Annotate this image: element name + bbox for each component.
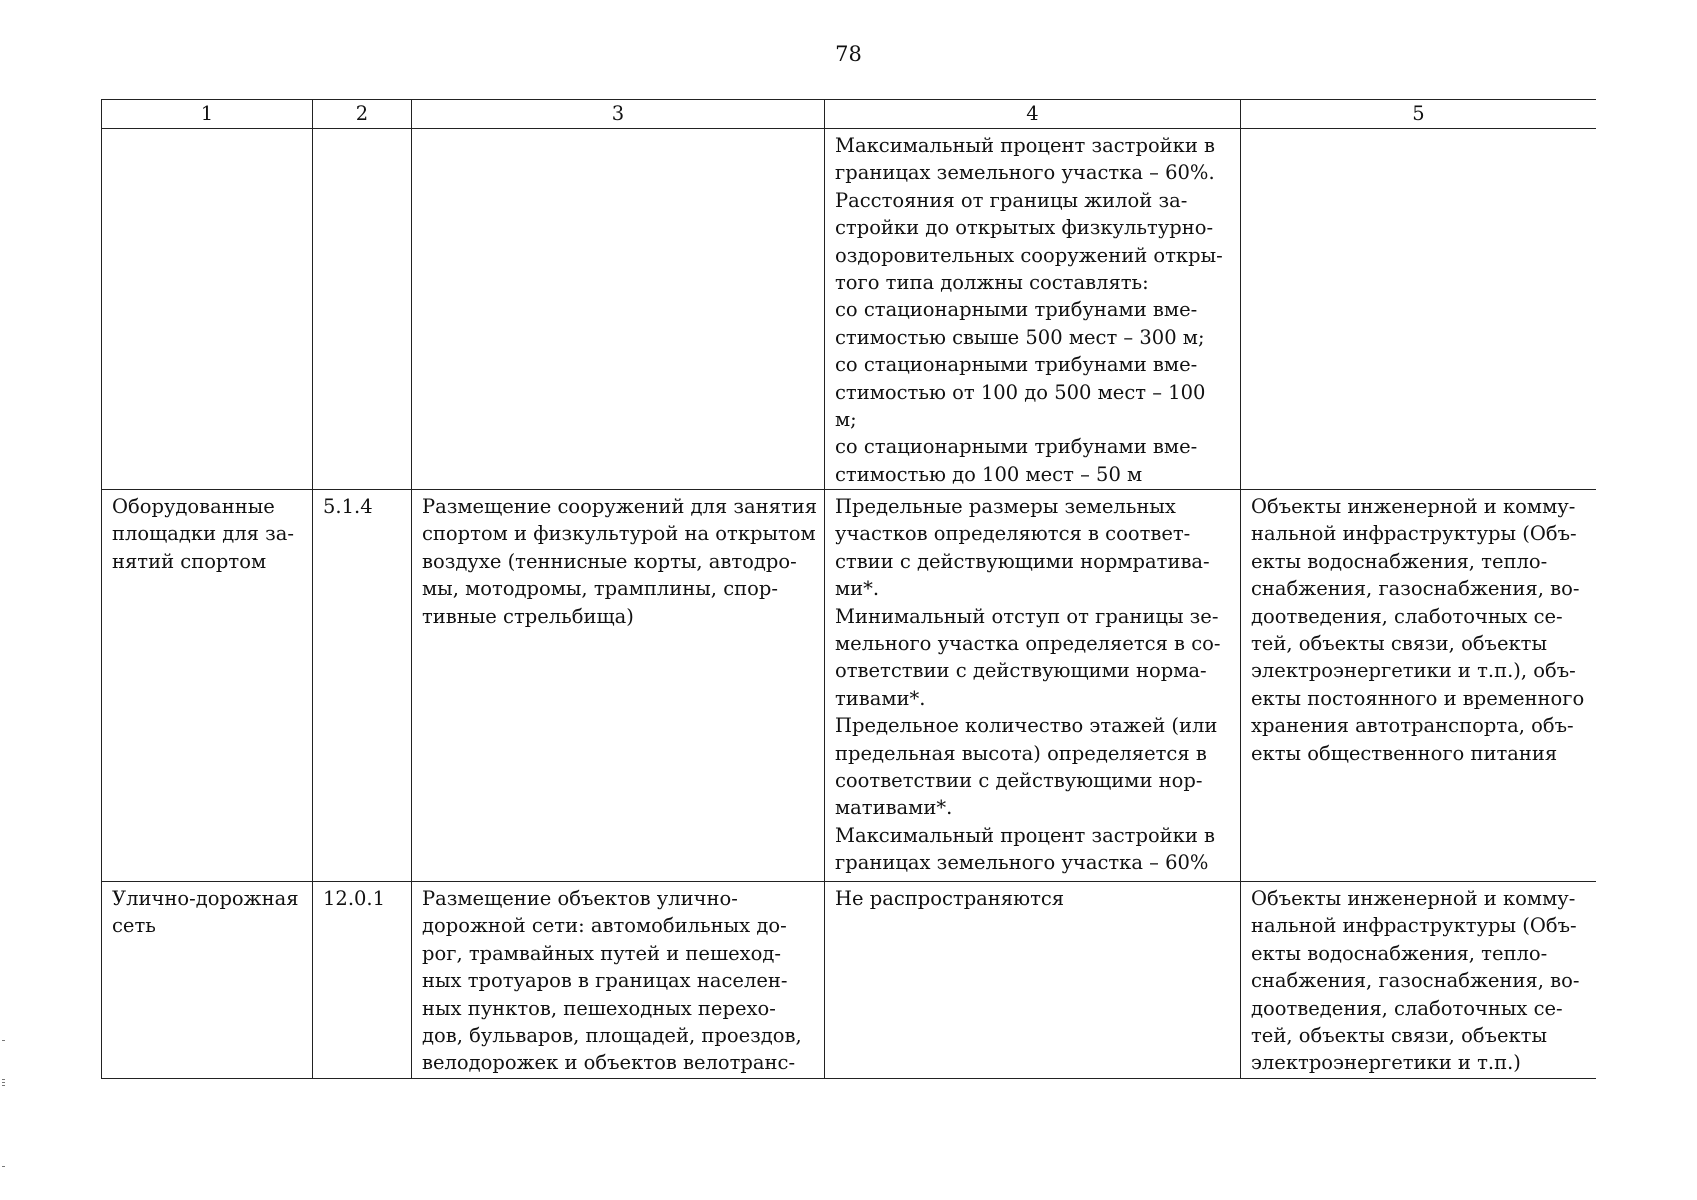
- auxiliary-uses-cell: [1241, 490, 1597, 882]
- column-number-1: 1: [102, 100, 313, 129]
- cell-line: м;: [835, 408, 857, 432]
- cell-line: тей, объекты связи, объекты: [1251, 1024, 1547, 1048]
- cell-line: ствии с действующими нормратива-: [835, 549, 1210, 573]
- cell-line: дов, бульваров, площадей, проездов,: [422, 1024, 802, 1048]
- cell-line: того типа должны составлять:: [835, 271, 1149, 295]
- use-code-cell: [313, 882, 412, 1080]
- parameters-cell: [825, 490, 1241, 882]
- use-description-cell: [412, 129, 825, 490]
- parameters-cell: [825, 129, 1241, 490]
- cell-line: дорожной сети: автомобильных до-: [422, 914, 787, 938]
- cell-line: границах земельного участка – 60%: [835, 851, 1209, 875]
- scan-artifact-marks: [2, 1040, 6, 1180]
- cell-line: тей, объекты связи, объекты: [1251, 632, 1547, 656]
- cell-line: рог, трамвайных путей и пешеход-: [422, 941, 781, 965]
- cell-line: со стационарными трибунами вме-: [835, 298, 1198, 322]
- column-number-3: 3: [412, 100, 825, 129]
- cell-line: Размещение сооружений для занятия: [422, 495, 818, 518]
- cell-line: мы, мотодромы, трамплины, спор-: [422, 577, 778, 601]
- cell-line: стройки до открытых физкультурно-: [835, 216, 1214, 240]
- table-row: [102, 490, 1597, 882]
- cell-line: 5.1.4: [323, 495, 373, 518]
- cell-line: хранения автотранспорта, объ-: [1251, 714, 1574, 738]
- cell-line: Объекты инженерной и комму-: [1251, 887, 1576, 910]
- cell-line: предельная высота) определяется в: [835, 741, 1207, 765]
- cell-line: велодорожек и объектов велотранс-: [422, 1051, 796, 1075]
- cell-line: участков определяются в соответ-: [835, 522, 1191, 546]
- cell-line: стимостью свыше 500 мест – 300 м;: [835, 325, 1205, 349]
- cell-line: Улично-дорожная: [112, 887, 299, 910]
- cell-line: екты общественного питания: [1251, 741, 1558, 765]
- cell-line: площадки для за-: [112, 522, 295, 546]
- auxiliary-uses-cell: [1241, 129, 1597, 490]
- table-row: [102, 129, 1597, 490]
- cell-line: екты постоянного и временного: [1251, 686, 1585, 710]
- cell-line: ми*.: [835, 577, 880, 601]
- cell-line: екты водоснабжения, тепло-: [1251, 549, 1548, 573]
- cell-line: нальной инфраструктуры (Объ-: [1251, 522, 1577, 546]
- cell-line: электроэнергетики и т.п.): [1251, 1051, 1521, 1075]
- document-page: [101, 99, 1596, 1079]
- cell-line: Минимальный отступ от границы зе-: [835, 604, 1219, 628]
- cell-line: стимостью от 100 до 500 мест – 100: [835, 380, 1206, 404]
- use-description-cell: [412, 490, 825, 882]
- table-header-row: [102, 100, 1597, 129]
- cell-line: электроэнергетики и т.п.), объ-: [1251, 659, 1576, 683]
- cell-line: соответствии с действующими нор-: [835, 769, 1203, 793]
- cell-line: границах земельного участка – 60%.: [835, 161, 1215, 185]
- cell-line: воздухе (теннисные корты, автодро-: [422, 549, 797, 573]
- use-name-cell: [102, 129, 313, 490]
- cell-line: ных пунктов, пешеходных перехо-: [422, 996, 776, 1020]
- cell-line: мативами*.: [835, 796, 953, 820]
- cell-line: со стационарными трибунами вме-: [835, 353, 1198, 377]
- cell-line: спортом и физкультурой на открытом: [422, 522, 816, 546]
- cell-line: доотведения, слаботочных се-: [1251, 604, 1563, 628]
- page-number: 78: [835, 42, 862, 66]
- cell-line: екты водоснабжения, тепло-: [1251, 941, 1548, 965]
- use-description-cell: [412, 882, 825, 1080]
- column-number-4: 4: [825, 100, 1241, 129]
- cell-line: Предельные размеры земельных: [835, 495, 1176, 518]
- cell-line: Максимальный процент застройки в: [835, 134, 1216, 157]
- cell-line: стимостью до 100 мест – 50 м: [835, 462, 1143, 486]
- cell-line: Максимальный процент застройки в: [835, 823, 1216, 847]
- cell-line: снабжения, газоснабжения, во-: [1251, 577, 1580, 601]
- cell-line: Предельное количество этажей (или: [835, 714, 1218, 738]
- use-code-cell: [313, 490, 412, 882]
- use-code-cell: [313, 129, 412, 490]
- cell-line: оздоровительных сооружений откры-: [835, 243, 1223, 267]
- cell-line: тивами*.: [835, 686, 926, 710]
- cell-line: Размещение объектов улично-: [422, 887, 738, 910]
- cell-line: 12.0.1: [323, 887, 386, 910]
- auxiliary-uses-cell: [1241, 882, 1597, 1080]
- cell-line: нятий спортом: [112, 549, 267, 573]
- table-row: [102, 882, 1597, 1080]
- column-number-5: 5: [1241, 100, 1597, 129]
- use-name-cell: [102, 490, 313, 882]
- cell-line: сеть: [112, 914, 156, 938]
- cell-line: доотведения, слаботочных се-: [1251, 996, 1563, 1020]
- cell-line: ных тротуаров в границах населен-: [422, 969, 788, 993]
- regulations-table: [101, 99, 1596, 1079]
- cell-line: Объекты инженерной и комму-: [1251, 495, 1576, 518]
- cell-line: ответствии с действующими норма-: [835, 659, 1207, 683]
- use-name-cell: [102, 882, 313, 1080]
- cell-line: тивные стрельбища): [422, 604, 634, 628]
- cell-line: Оборудованные: [112, 495, 275, 518]
- cell-line: Не распространяются: [835, 887, 1065, 910]
- cell-line: Расстояния от границы жилой за-: [835, 188, 1188, 212]
- cell-line: со стационарными трибунами вме-: [835, 435, 1198, 459]
- cell-line: снабжения, газоснабжения, во-: [1251, 969, 1580, 993]
- column-number-2: 2: [313, 100, 412, 129]
- cell-line: мельного участка определяется в со-: [835, 632, 1221, 656]
- cell-line: нальной инфраструктуры (Объ-: [1251, 914, 1577, 938]
- parameters-cell: [825, 882, 1241, 1080]
